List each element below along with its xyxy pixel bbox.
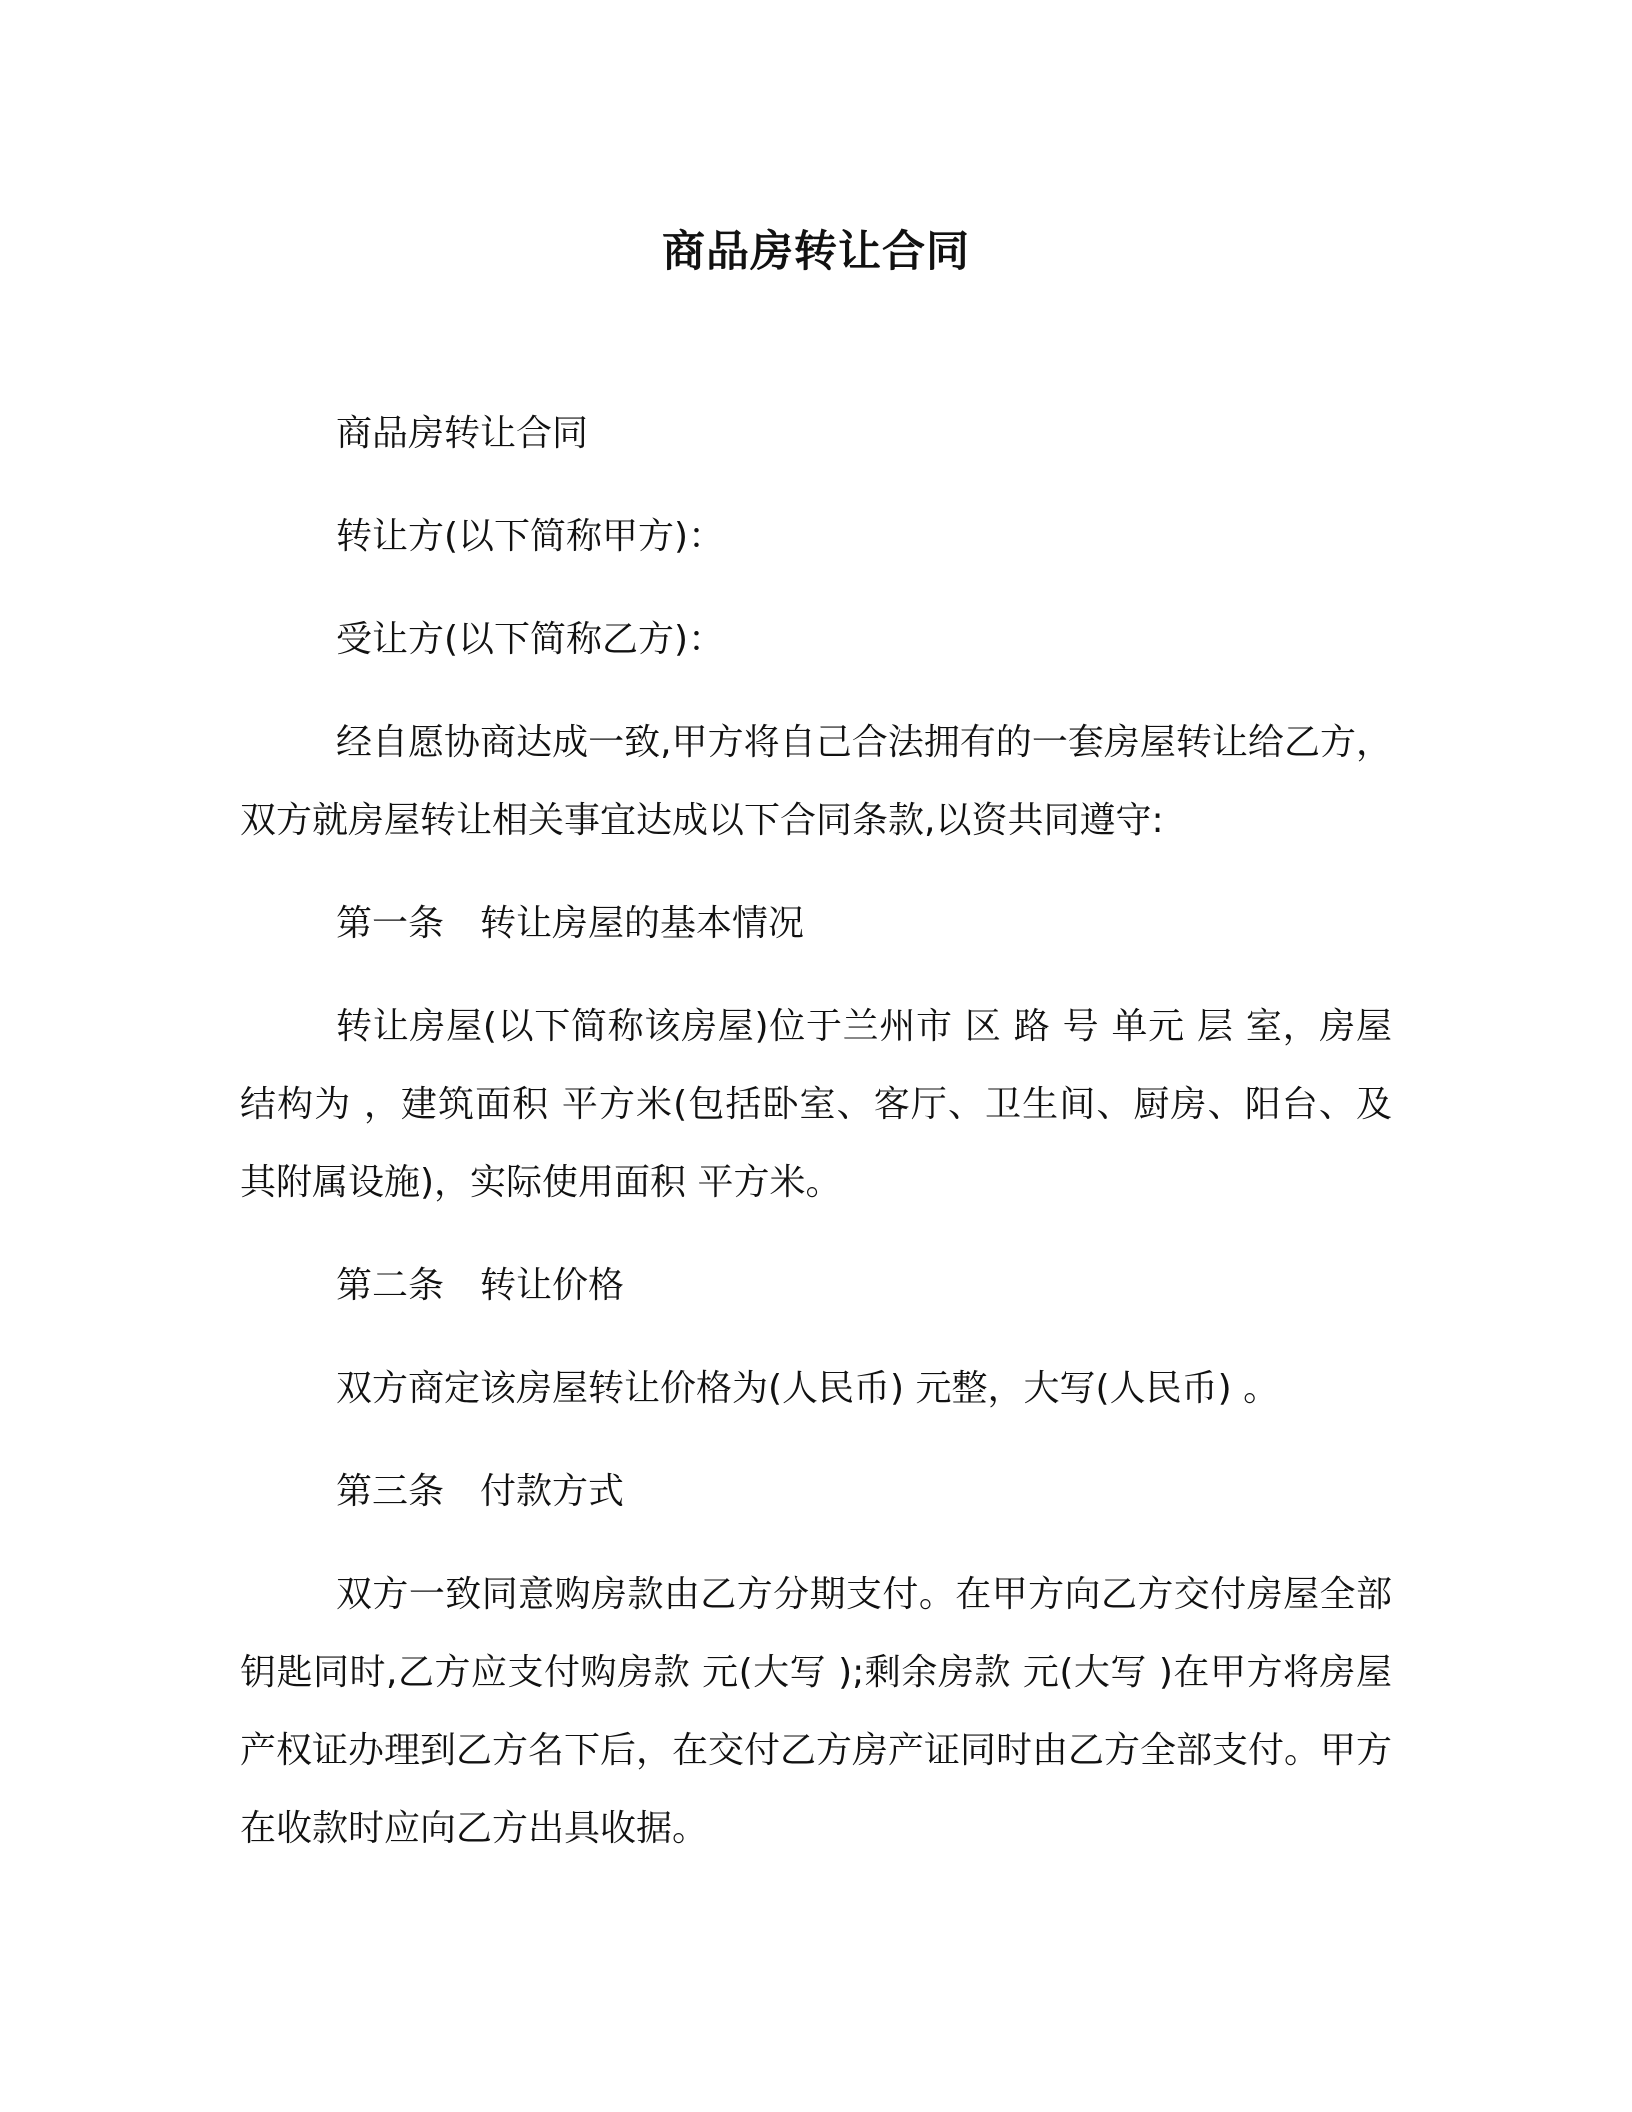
transferee-line: 受让方(以下简称乙方)： [336, 619, 725, 660]
document-body [240, 395, 1392, 1893]
article-3-heading: 第三条 付款方式 [336, 1471, 625, 1512]
document-title: 商品房转让合同 [662, 227, 970, 277]
transferor-line: 转让方(以下简称甲方)： [336, 516, 725, 557]
article-2-paragraph: 双方商定该房屋转让价格为(人民币) 元整，大写(人民币) 。 [336, 1368, 1280, 1409]
article-2-heading: 第二条 转让价格 [336, 1265, 625, 1306]
contract-heading: 商品房转让合同 [336, 413, 589, 454]
preamble-paragraph: 经自愿协商达成一致,甲方将自己合法拥有的一套房屋转让给乙方，双方就房屋转让相关事宜达成以下合同条款,以资共同遵守: [240, 722, 1392, 841]
article-1-paragraph: 转让房屋(以下简称该房屋)位于兰州市 区 路 号 单元 层 室，房屋结构为 ，建筑面积 平方米(包括卧室、客厅、卫生间、厨房、阳台、及其附属设施)，实际使用面积 平方米。 [240, 1006, 1392, 1203]
article-3-paragraph: 双方一致同意购房款由乙方分期支付。在甲方向乙方交付房屋全部钥匙同时,乙方应支付购房款 元(大写 );剩余房款 元(大写 )在甲方将房屋产权证办理到乙方名下后，在交付乙方房产证同时由乙方全部支付。甲方在收款时应向乙方出具收据。 [240, 1574, 1393, 1849]
article-1-heading: 第一条 转让房屋的基本情况 [336, 903, 805, 944]
